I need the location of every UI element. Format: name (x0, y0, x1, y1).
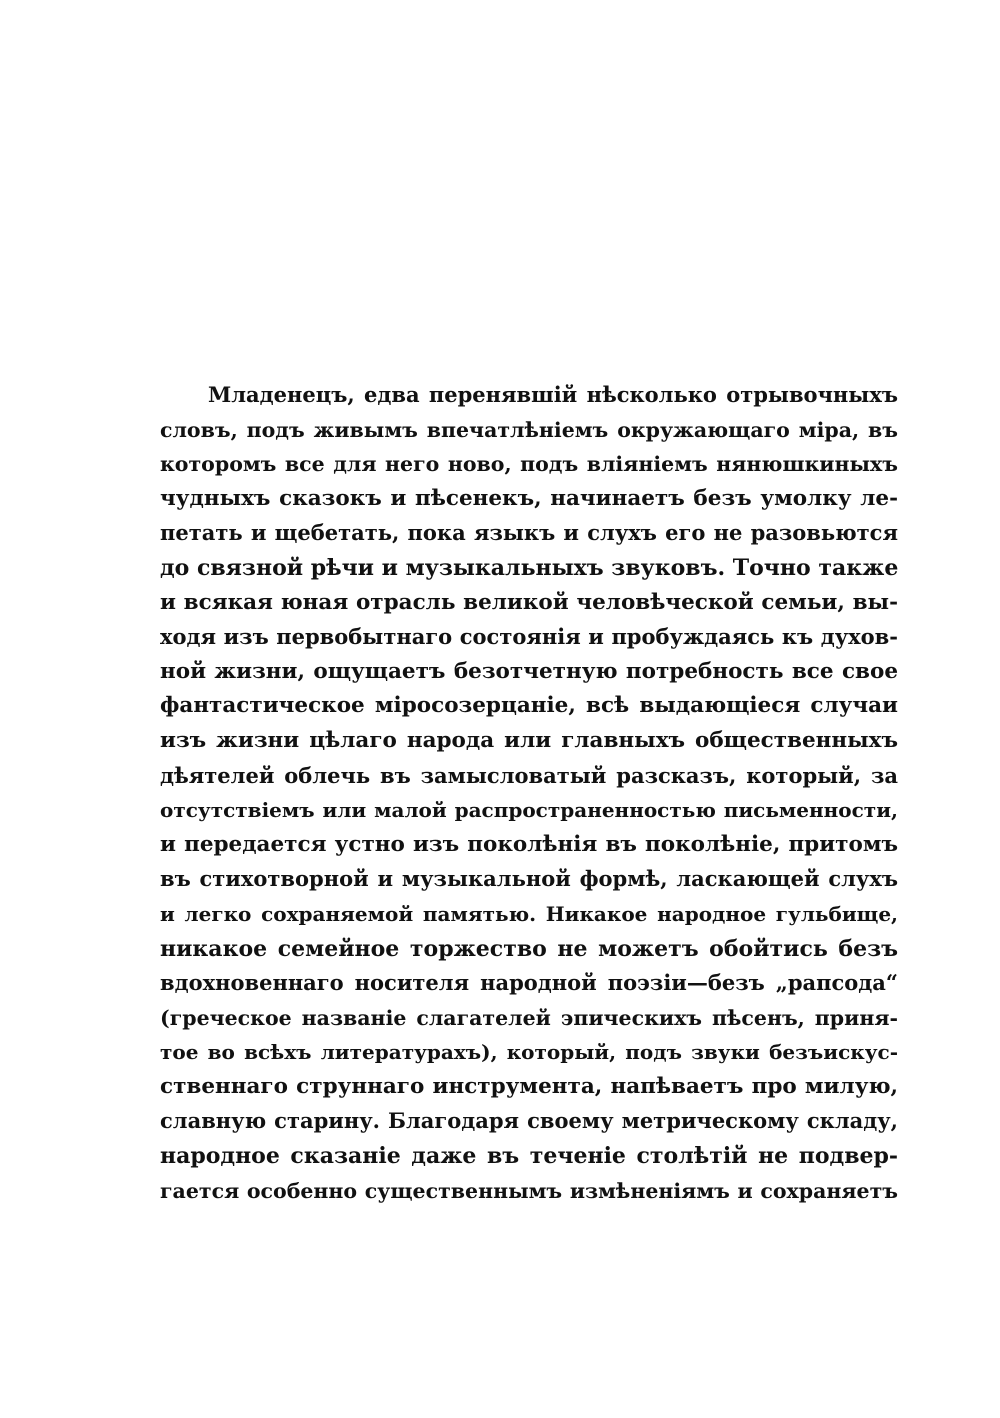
text-line: ходя изъ первобытнаго состоянія и пробуждаясь къ духов- (160, 624, 898, 650)
text-line: вдохновеннаго носителя народной поэзіи—безъ „рапсода“ (160, 970, 898, 996)
text-line: ной жизни, ощущаетъ безотчетную потребность все свое (160, 658, 898, 684)
text-line: и легко сохраняемой памятью. Никакое народное гульбище, (160, 901, 898, 926)
text-line: словъ, подъ живымъ впечатлѣніемъ окружающаго міра, въ (160, 417, 898, 442)
text-line: Младенецъ, едва перенявшій нѣсколько отрывочныхъ (208, 382, 898, 407)
text-line: которомъ все для него ново, подъ вліяніемъ нянюшкиныхъ (160, 452, 898, 477)
text-line: отсутствіемъ или малой распространенностью письменности, (160, 798, 898, 823)
text-line: дѣятелей облечь въ замысловатый разсказъ, который, за (160, 762, 898, 788)
text-line: и передается устно изъ поколѣнія въ поколѣніе, притомъ (160, 831, 898, 857)
text-line: гается особенно существеннымъ измѣненіямъ и сохраняетъ (160, 1178, 898, 1203)
text-line: тое во всѣхъ литературахъ), который, подъ звуки безъискус- (160, 1040, 898, 1065)
text-line: фантастическое міросозерцаніе, всѣ выдающіеся случаи (160, 693, 898, 719)
body-paragraph (160, 378, 898, 1208)
text-line: изъ жизни цѣлаго народа или главныхъ общественныхъ (160, 727, 898, 753)
text-line: петать и щебетать, пока языкъ и слухъ его не разовьются (160, 520, 898, 546)
text-line: ственнаго струннаго инструмента, напѣваетъ про милую, (160, 1073, 898, 1099)
text-line: въ стихотворной и музыкальной формѣ, ласкающей слухъ (160, 866, 898, 892)
text-line: славную старину. Благодаря своему метрическому складу, (160, 1108, 898, 1134)
text-line: и всякая юная отрасль великой человѣческой семьи, вы- (160, 589, 898, 615)
text-line: чудныхъ сказокъ и пѣсенекъ, начинаетъ безъ умолку ле- (160, 485, 898, 511)
text-line: народное сказаніе даже въ теченіе столѣтій не подвер- (160, 1143, 898, 1170)
text-line: до связной рѣчи и музыкальныхъ звуковъ. Точно также (160, 554, 898, 581)
text-line: (греческое названіе слагателей эпическихъ пѣсенъ, приня- (160, 1005, 898, 1030)
text-line: никакое семейное торжество не можетъ обойтись безъ (160, 935, 898, 962)
